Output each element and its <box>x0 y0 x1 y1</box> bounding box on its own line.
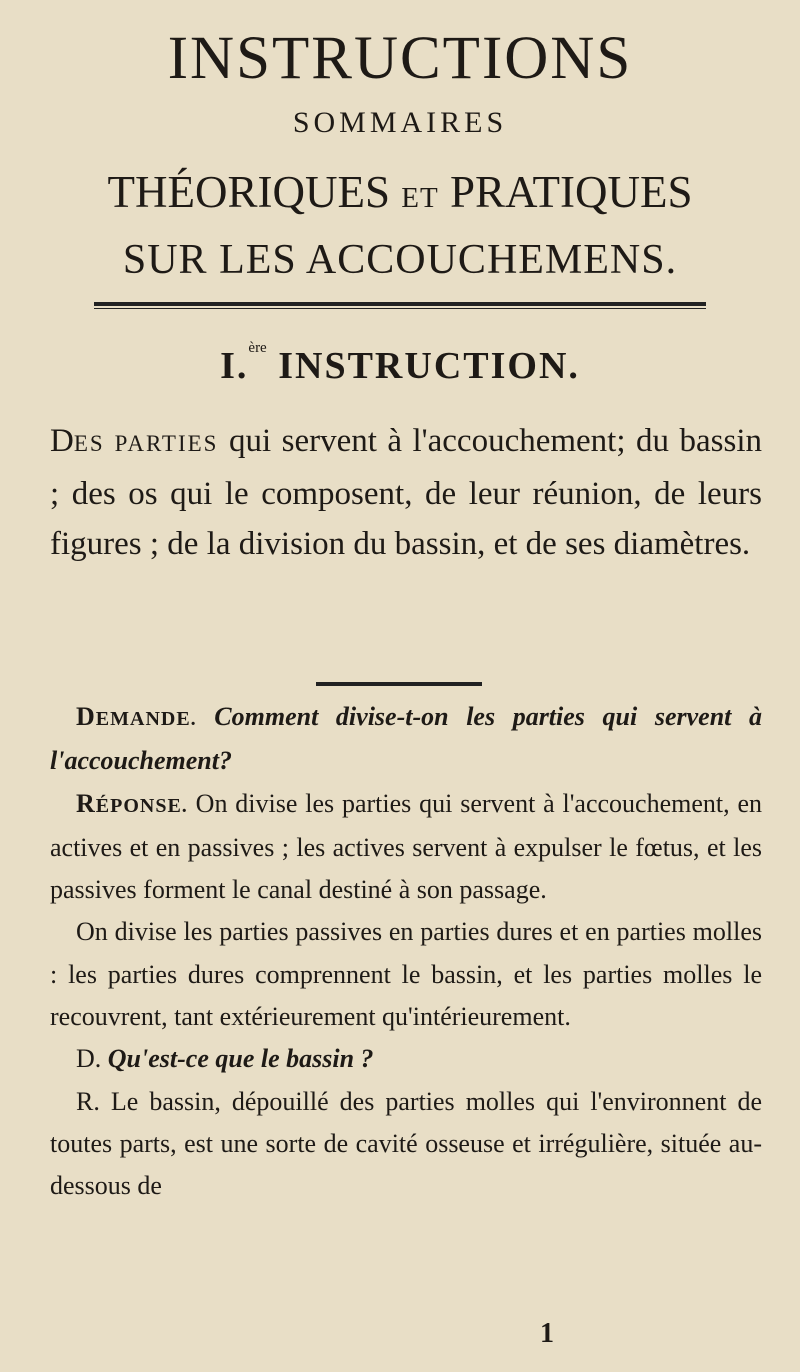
paragraph-passives: On divise les parties passives en parties dures et en parties molles : les parties dures comprennent le bassin, et les parties molles le recouvrent, tant extérieurement qu'intérieurement. <box>50 917 762 1032</box>
answer-2-text: Le bassin, dépouillé des parties molles qui l'environnent de toutes parts, est une sorte de cavité osseuse et irrégulière, située au-dessous de <box>50 1086 763 1201</box>
title-accouchemens: SUR LES ACCOUCHEMENS. <box>122 237 678 283</box>
question-2-text: Qu'est-ce que le bassin ? <box>107 1044 374 1074</box>
short-rule-divider <box>316 682 482 686</box>
section-heading <box>0 340 800 388</box>
question-1 <box>50 696 762 783</box>
answer-label: RÉPONSE. <box>76 788 188 818</box>
question-text: Comment divise-t-on les parties qui servent à l'accouchement? <box>50 702 762 776</box>
double-rule-divider <box>94 302 706 309</box>
answer-2 <box>50 1081 762 1208</box>
title-et: ET <box>401 182 439 214</box>
section-superscript: ère <box>248 340 267 356</box>
title-sub: SOMMAIRES <box>292 106 508 139</box>
body-text <box>50 696 762 1208</box>
answer-2-label: R. <box>76 1086 100 1116</box>
section-summary <box>50 416 762 569</box>
section-title: INSTRUCTION. <box>278 345 580 387</box>
summary-text: qui servent à l'accouchement; du bassin ; des os qui le composent, de leur réunion, de leurs figures ; de la division du bassin, et de ses diamètres. <box>50 423 762 562</box>
summary-lead-caps: ES PARTIES <box>73 431 219 456</box>
title-theoriques-pratiques <box>0 166 800 218</box>
title-pratiques: PRATIQUES <box>449 167 693 217</box>
answer-1 <box>50 783 762 912</box>
title-theoriques: THÉORIQUES <box>107 167 390 217</box>
question-2 <box>50 1038 762 1080</box>
answer-text: On divise les parties qui servent à l'accouchement, en actives et en passives ; les actives servent à expulser le fœtus, et les passives forment le canal destiné à son passage. <box>50 788 763 905</box>
summary-lead-initial: D <box>50 423 74 459</box>
signature-mark: 1 <box>540 1318 554 1349</box>
question-2-label: D. <box>76 1044 102 1074</box>
question-label: DEMANDE. <box>76 702 197 731</box>
title-main: INSTRUCTIONS <box>167 25 633 92</box>
section-number: I. <box>220 345 249 387</box>
